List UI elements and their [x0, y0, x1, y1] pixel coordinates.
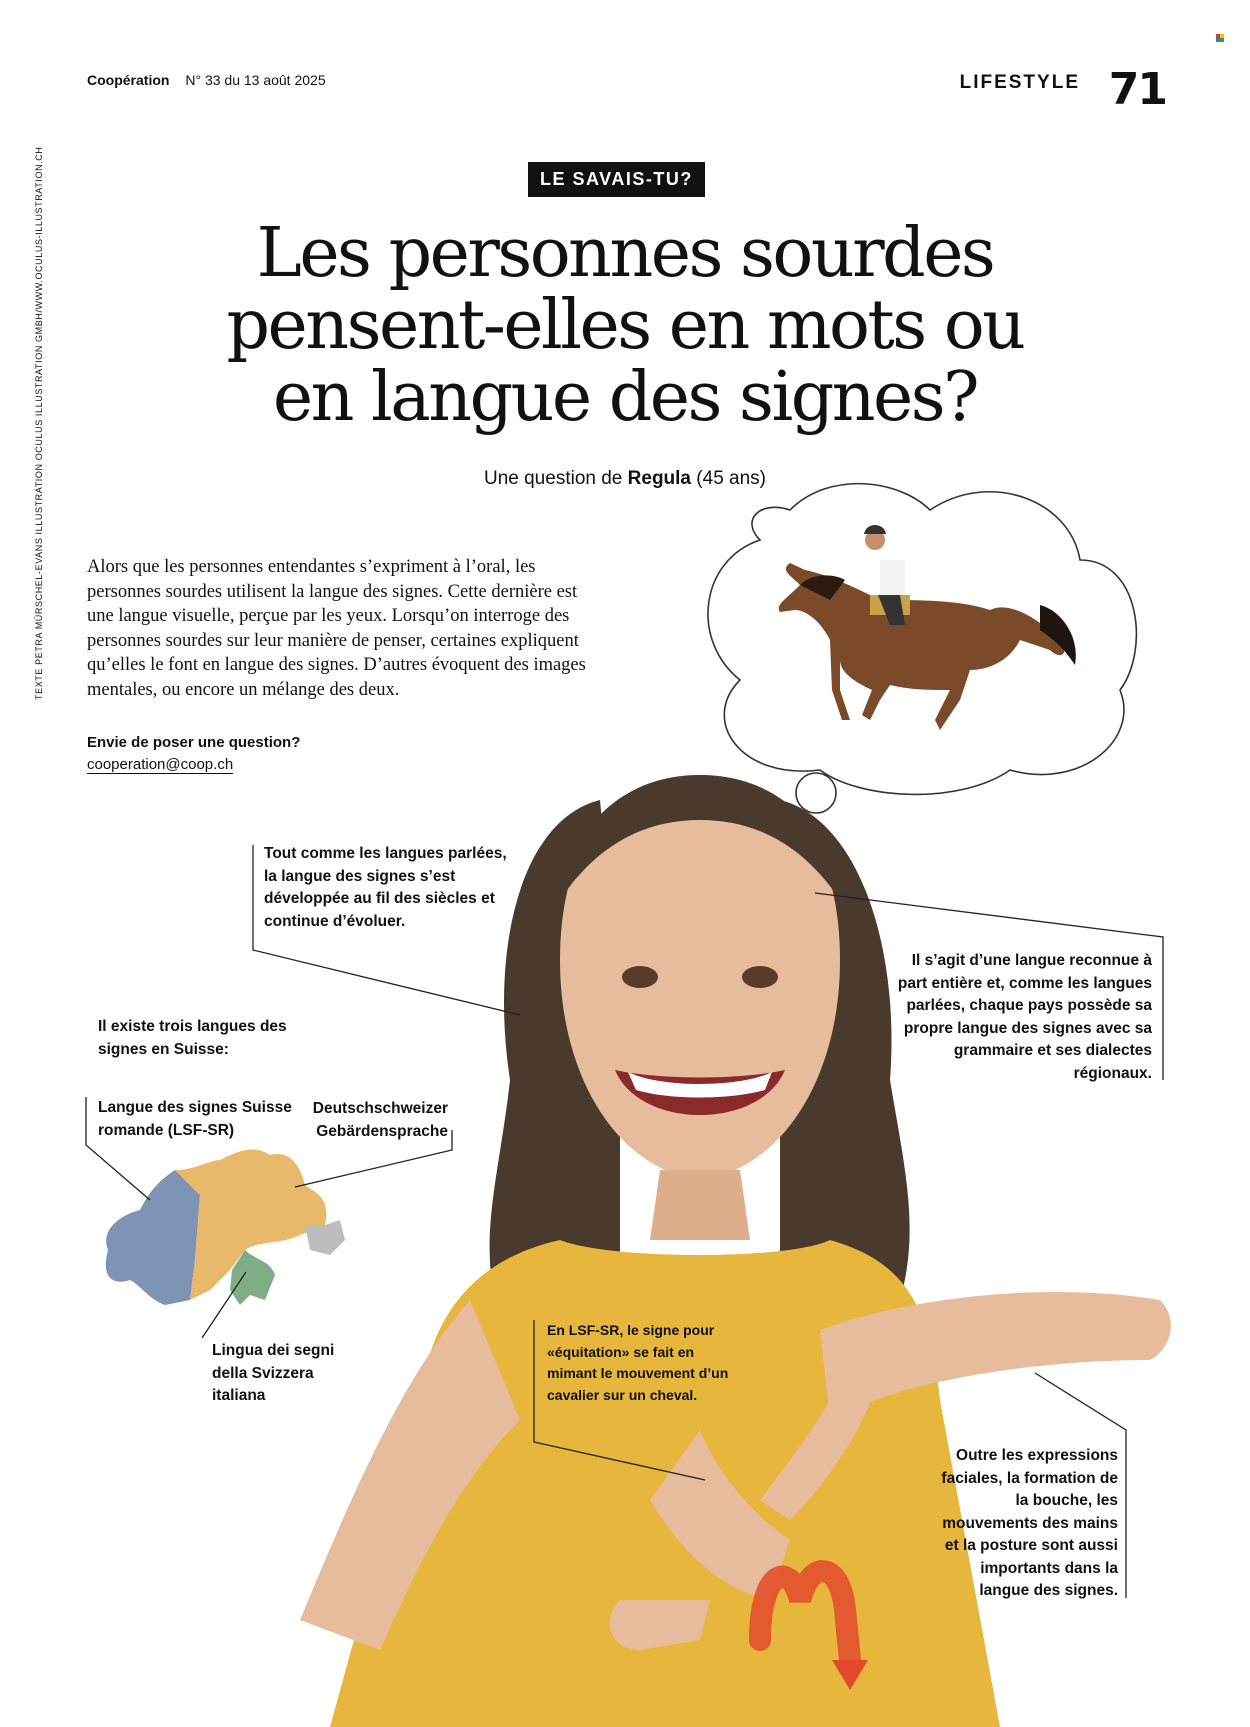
headline: Les personnes sourdes pensent-elles en mots ou en langue des signes?	[226, 214, 1024, 437]
annotation-equitation-sign: En LSF-SR, le signe pour «équitation» se fait en mimant le mouvement d’un cavalier sur un cheval.	[547, 1322, 729, 1403]
publication-name: Coopération	[87, 72, 170, 88]
annotation-recognized-language: Il s’agit d’une langue reconnue à part entière et, comme les langues parlées, chaque pays possède sa propre langue des signes avec sa grammaire et ses dialectes régionaux.	[897, 952, 1152, 1082]
image-credits: TEXTE PETRA MÜRSCHEL-EVANS ILLUSTRATION OCULUS ILLUSTRATION GMBH/WWW.OCULUS-ILLUSTRATION.CH	[34, 146, 44, 700]
map-label-lsf-sr: Langue des signes Suisse romande (LSF-SR)	[98, 1099, 292, 1139]
map-label-dgs: Deutschschweizer Gebärdensprache	[312, 1100, 448, 1140]
issue-date: N° 33 du 13 août 2025	[185, 72, 326, 88]
intro-paragraph: Alors que les personnes entendantes s’expriment à l’oral, les personnes sourdes utilisent la langue des signes. Cette dernière est une langue visuelle, perçue par les yeux. Lorsqu’on interroge des personnes sourdes sur leur manière de penser, certaines expliquent qu’elles le font en langue des signes. D’autres évoquent des images mentales, ou encore un mélange des deux.	[87, 557, 586, 700]
annotation-expressions: Outre les expressions faciales, la formation de la bouche, les mouvements des mains et la posture sont aussi importants dans la langue des signes.	[941, 1447, 1118, 1599]
kicker-badge: LE SAVAIS-TU?	[528, 162, 705, 197]
contact-email-link[interactable]: cooperation@coop.ch	[87, 756, 234, 773]
page-number: 71	[1108, 64, 1166, 115]
byline: Une question de Regula (45 ans)	[483, 468, 766, 489]
section-label: LIFESTYLE	[959, 72, 1080, 93]
switzerland-map	[106, 1150, 345, 1305]
annotation-three-languages: Il existe trois langues des signes en Suisse:	[98, 1018, 287, 1058]
map-label-lis: Lingua dei segni della Svizzera italiana	[212, 1342, 335, 1404]
question-prompt: Envie de poser une question?	[87, 734, 301, 751]
annotation-history: Tout comme les langues parlées, la langue des signes s’est développée au fil des siècles et continue d’évoluer.	[264, 845, 507, 930]
